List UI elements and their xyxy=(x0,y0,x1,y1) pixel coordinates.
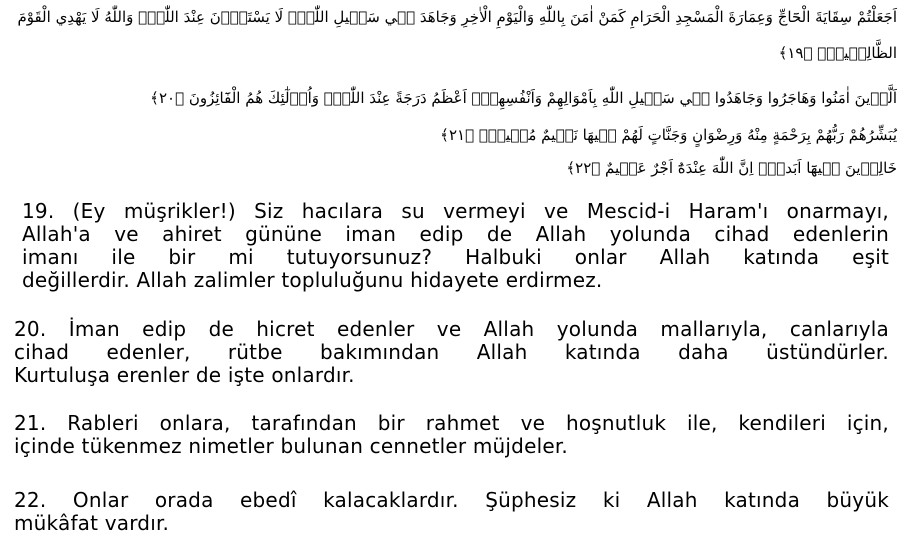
verse-19-line-1: 19. (Ey müşrikler!) Siz hacılara su vermeyi ve Mescid-i Haram'ı onarmayı, xyxy=(22,199,889,223)
arabic-line-1: اَجَعَلْتُمْ سِقَايَةَ الْحَٓاجِّ وَعِمَارَةَ الْمَسْجِدِ الْحَرَامِ كَمَنْ اٰمَنَ بِاللّٰهِ وَالْيَوْمِ الْاٰخِرِ وَجَاهَدَ ف۪ي سَب۪يلِ اللّٰهِۜ لَا يَسْتَوُ۫نَ عِنْدَ اللّٰهِۜ وَاللّٰهُ لَا يَهْدِي الْقَوْمَ xyxy=(17,8,897,26)
verse-20-translation xyxy=(14,318,889,387)
verse-19-line-2: Allah'a ve ahiret gününe iman edip de Allah yolunda cihad edenlerin xyxy=(22,222,889,246)
verse-21-translation xyxy=(14,412,889,458)
arabic-line-4: يُبَشِّرُهُمْ رَبُّهُمْ بِرَحْمَةٍ مِنْهُ وَرِضْوَانٍ وَجَنَّاتٍ لَهُمْ ف۪يهَا نَع۪يمٌ مُق۪يمٌۙ ﴿٢١﴾ xyxy=(440,126,897,144)
verse-20-line-2: cihad edenler, rütbe bakımından Allah katında daha üstündürler. xyxy=(14,340,889,364)
verse-20-line-1: 20. İman edip de hicret edenler ve Allah yolunda mallarıyla, canlarıyla xyxy=(14,317,889,341)
verse-19-line-4: değillerdir. Allah zalimler topluluğunu hidayete erdirmez. xyxy=(22,268,603,292)
verse-21-line-2: içinde tükenmez nimetler bulunan cennetler müjdeler. xyxy=(14,434,568,458)
verse-20-line-3: Kurtuluşa erenler de işte onlardır. xyxy=(14,363,355,387)
verse-22-line-1: 22. Onlar orada ebedî kalacaklardır. Şüphesiz ki Allah katında büyük xyxy=(14,488,889,512)
verse-22-line-2: mükâfat vardır. xyxy=(14,511,170,535)
verse-19-translation xyxy=(22,200,889,292)
arabic-line-2: الظَّالِم۪ينَۘ ﴿١٩﴾ xyxy=(778,44,897,62)
verse-21-line-1: 21. Rableri onlara, tarafından bir rahmet ve hoşnutluk ile, kendileri için, xyxy=(14,411,889,435)
arabic-line-5: خَالِد۪ينَ ف۪يهَٓا اَبَداًۜ اِنَّ اللّٰهَ عِنْدَهُٓ اَجْرٌ عَظ۪يمٌ ﴿٢٢﴾ xyxy=(566,159,897,177)
arabic-text-block xyxy=(0,0,905,185)
arabic-line-3: اَلَّذ۪ينَ اٰمَنُوا وَهَاجَرُوا وَجَاهَدُوا ف۪ي سَب۪يلِ اللّٰهِ بِاَمْوَالِهِمْ وَاَنْفُسِهِمْۙ اَعْظَمُ دَرَجَةً عِنْدَ اللّٰهِۜ وَاُو۬لٰٓئِكَ هُمُ الْفَٓائِزُونَ ﴿٢٠﴾ xyxy=(150,89,897,107)
verse-22-translation xyxy=(14,489,889,535)
verse-19-line-3: imanı ile bir mi tutuyorsunuz? Halbuki onlar Allah katında eşit xyxy=(22,245,889,269)
